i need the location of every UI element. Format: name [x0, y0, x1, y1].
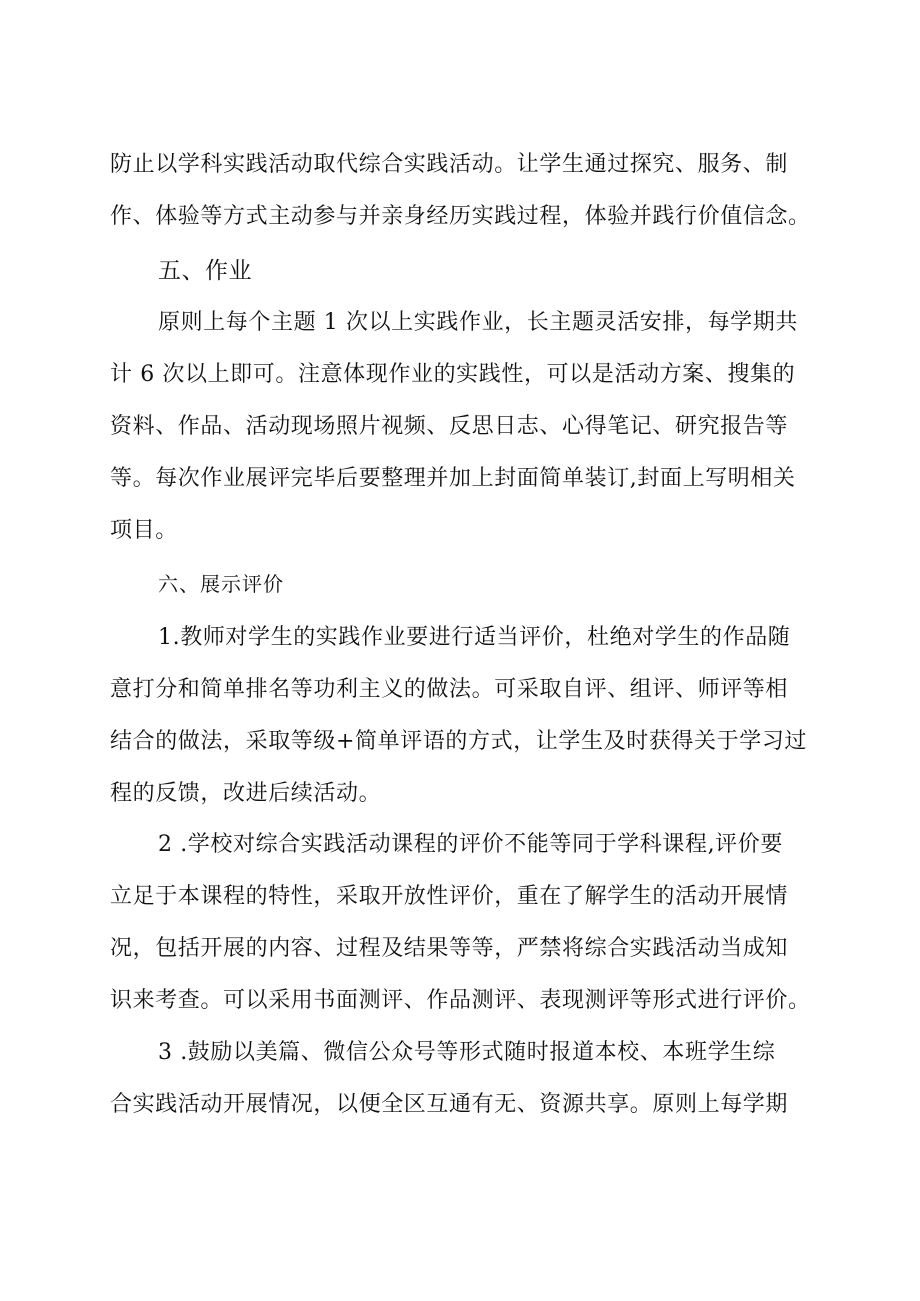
paragraph-line: 立足于本课程的特性，采取开放性评价，重在了解学生的活动开展情 [110, 884, 789, 909]
paragraph-line: 结合的做法，采取等级+简单评语的方式，让学生及时获得关于学习过 [110, 729, 808, 754]
paragraph-line: 等。每次作业展评完毕后要整理并加上封面简单装订,封面上写明相关 [110, 466, 796, 491]
paragraph-line: 项目。 [110, 518, 178, 543]
paragraph-line: 作、体验等方式主动参与并亲身经历实践过程，体验并践行价值信念。 [110, 204, 811, 229]
paragraph-line: 意打分和简单排名等功利主义的做法。可采取自评、组评、师评等相 [110, 677, 789, 702]
paragraph-line: 程的反馈，改进后续活动。 [110, 781, 382, 806]
paragraph-line: 况，包括开展的内容、过程及结果等等，严禁将综合实践活动当成知 [110, 936, 789, 961]
paragraph-line: 识来考查。可以采用书面测评、作品测评、表现测评等形式进行评价。 [110, 988, 811, 1013]
paragraph-line: 1.教师对学生的实践作业要进行适当评价，杜绝对学生的作品随 [158, 625, 791, 650]
paragraph-line: 资料、作品、活动现场照片视频、反思日志、心得笔记、研究报告等 [110, 414, 789, 439]
section-heading-evaluation: 六、展示评价 [158, 572, 284, 596]
section-heading-homework: 五、作业 [158, 258, 252, 284]
paragraph-line: 3 .鼓励以美篇、微信公众号等形式随时报道本校、本班学生综 [158, 1040, 776, 1065]
paragraph-line: 计 6 次以上即可。注意体现作业的实践性，可以是活动方案、搜集的 [110, 362, 796, 387]
paragraph-line: 合实践活动开展情况，以便全区互通有无、资源共享。原则上每学期 [110, 1092, 789, 1117]
paragraph-line: 防止以学科实践活动取代综合实践活动。让学生通过探究、服务、制 [110, 152, 789, 177]
paragraph-line: 2 .学校对综合实践活动课程的评价不能等同于学科课程,评价要 [158, 832, 783, 857]
paragraph-line: 原则上每个主题 1 次以上实践作业，长主题灵活安排，每学期共 [158, 310, 798, 335]
